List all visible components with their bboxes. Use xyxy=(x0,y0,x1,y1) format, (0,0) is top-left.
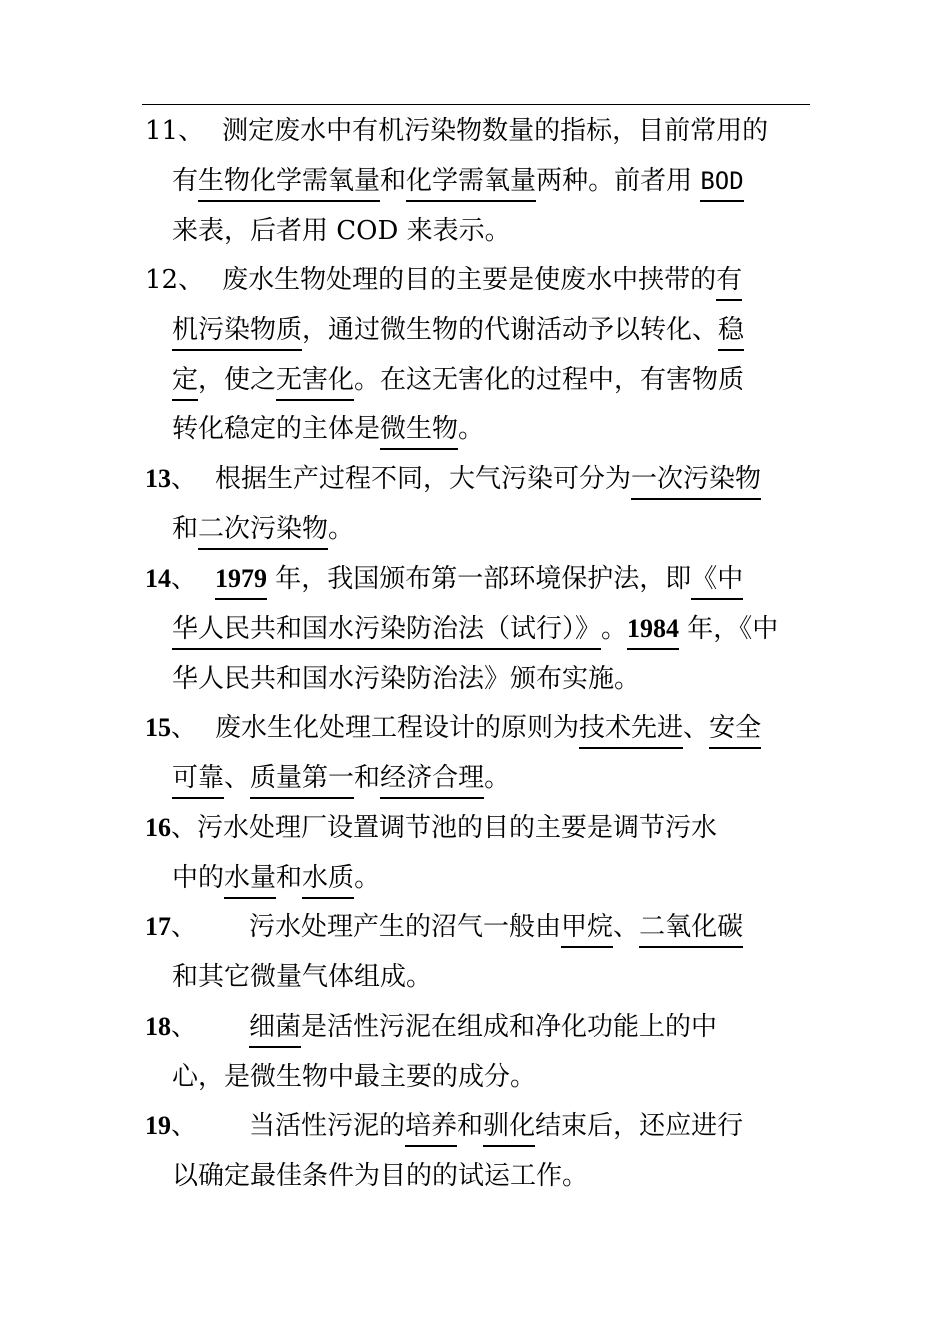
answer-blank: 驯化 xyxy=(483,1109,535,1147)
answer-blank: 二氧化碳 xyxy=(639,910,743,948)
item-15-line-1: 15、 废水生化处理工程设计的原则为技术先进、安全 xyxy=(145,709,761,747)
item-16-line-2: 中的水量和水质。 xyxy=(172,859,380,897)
item-19-line-2: 以确定最佳条件为目的的试运工作。 xyxy=(172,1161,589,1191)
answer-blank: 安全 xyxy=(709,711,761,749)
answer-blank: 1984 xyxy=(627,612,679,650)
item-17-line-2: 和其它微量气体组成。 xyxy=(172,962,433,992)
item-18-line-1: 18、 细菌是活性污泥在组成和净化功能上的中 xyxy=(145,1008,717,1046)
question-text: 测定废水中有机污染物数量的指标，目前常用的 xyxy=(222,116,769,146)
item-number: 16 xyxy=(145,813,171,842)
answer-blank: 无害化 xyxy=(276,363,354,401)
item-15-line-2: 可靠、质量第一和经济合理。 xyxy=(172,759,510,797)
item-number: 15 xyxy=(145,713,171,742)
answer-blank: 华人民共和国水污染防治法（试行）》 xyxy=(172,612,601,650)
item-12-line-2: 机污染物质，通过微生物的代谢活动予以转化、稳 xyxy=(172,311,744,349)
answer-blank: 技术先进 xyxy=(579,711,683,749)
answer-blank: 水量 xyxy=(224,861,276,899)
answer-blank: 质量第一 xyxy=(250,761,354,799)
item-13-line-2: 和二次污染物。 xyxy=(172,510,354,548)
item-12-line-1: 12、 废水生物处理的目的主要是使废水中挟带的有 xyxy=(145,261,742,299)
answer-blank: 化学需氧量 xyxy=(406,164,536,202)
answer-blank: BOD xyxy=(700,164,743,202)
item-14-line-2: 华人民共和国水污染防治法（试行）》。1984 年，《中 xyxy=(172,610,778,648)
answer-blank: 培养 xyxy=(405,1109,457,1147)
answer-blank: 一次污染物 xyxy=(631,462,761,500)
item-number: 14 xyxy=(145,564,171,593)
answer-blank: 二次污染物 xyxy=(198,512,328,550)
answer-blank: 水质 xyxy=(302,861,354,899)
item-11-line-2: 有生物化学需氧量和化学需氧量两种。前者用 BOD xyxy=(172,162,744,200)
item-12-line-4: 转化稳定的主体是微生物。 xyxy=(172,410,484,448)
item-number: 12 xyxy=(145,265,179,295)
item-number: 13 xyxy=(145,464,171,493)
answer-blank: 有 xyxy=(716,263,742,301)
item-12-line-3: 定，使之无害化。在这无害化的过程中，有害物质 xyxy=(172,361,744,399)
item-13-line-1: 13、 根据生产过程不同，大气污染可分为一次污染物 xyxy=(145,460,761,498)
answer-blank: 微生物 xyxy=(380,412,458,450)
item-11-line-1: 11、 测定废水中有机污染物数量的指标，目前常用的 xyxy=(145,112,768,150)
answer-blank: 经济合理 xyxy=(380,761,484,799)
item-18-line-2: 心，是微生物中最主要的成分。 xyxy=(172,1062,537,1092)
answer-blank: 定 xyxy=(172,363,198,401)
answer-blank: 生物化学需氧量 xyxy=(198,164,380,202)
item-16-line-1: 16、污水处理厂设置调节池的目的主要是调节污水 xyxy=(145,809,717,847)
answer-blank: 机污染物质 xyxy=(172,313,302,351)
item-11-line-3: 来表，后者用 COD 来表示。 xyxy=(172,216,511,246)
item-number: 11 xyxy=(145,116,179,146)
item-number: 18 xyxy=(145,1012,171,1041)
answer-blank: 1979 xyxy=(215,562,267,600)
item-17-line-1: 17、 污水处理产生的沼气一般由甲烷、二氧化碳 xyxy=(145,908,743,946)
answer-blank: 可靠 xyxy=(172,761,224,799)
answer-blank: 稳 xyxy=(718,313,744,351)
answer-blank: 《中 xyxy=(691,562,743,600)
item-19-line-1: 19、 当活性污泥的培养和驯化结束后，还应进行 xyxy=(145,1107,743,1145)
answer-blank: 甲烷 xyxy=(561,910,613,948)
item-number: 19 xyxy=(145,1111,171,1140)
item-14-line-3: 华人民共和国水污染防治法》颁布实施。 xyxy=(172,664,641,694)
header-rule xyxy=(142,104,810,105)
answer-blank: 细菌 xyxy=(249,1010,301,1048)
item-14-line-1: 14、 1979 年，我国颁布第一部环境保护法，即《中 xyxy=(145,560,743,598)
item-number: 17 xyxy=(145,912,171,941)
